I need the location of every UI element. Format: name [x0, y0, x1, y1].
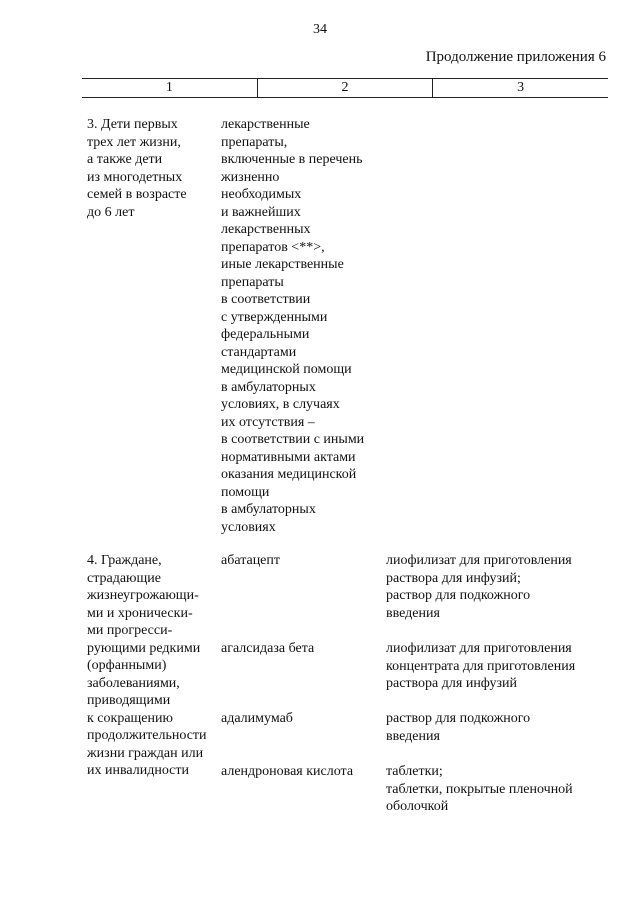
- drug-name-alendronic-acid: алендроновая кислота: [221, 764, 354, 779]
- column-header-1: 1: [82, 79, 257, 98]
- column-header-2: 2: [257, 79, 432, 98]
- appendix-title: Продолжение приложения 6: [425, 49, 606, 65]
- drug-form-abatacept: лиофилизат для приготовления раствора для инфузий; раствор для подкожного введения: [386, 553, 572, 621]
- page-number: 34: [313, 22, 327, 37]
- drug-name-abatacept: абатацепт: [221, 553, 281, 568]
- column-header-row: [82, 79, 608, 98]
- row-4-category: 4. Граждане, страдающие жизнеугрожающи- ми и хронически- ми прогресси- рующими редкими (орфанными) заболеваниями, приводящими к сокращению продолжительности жизни граждан или их инвалидности: [87, 553, 207, 778]
- drug-form-alendronic-acid: таблетки; таблетки, покрытые пленочной оболочкой: [386, 764, 573, 814]
- column-header-table: [82, 78, 608, 98]
- row-3-drugs: лекарственные препараты, включенные в перечень жизненно необходимых и важнейших лекарственных препаратов <**>, иные лекарственные препараты в соответствии с утвержденными федеральными стандартами медицинской помощи в амбулаторных условиях, в случаях их отсутствия – в соответствии с иными нормативными актами оказания медицинской помощи в амбулаторных условиях: [221, 117, 365, 535]
- drug-name-adalimumab: адалимумаб: [221, 711, 293, 726]
- row-3-category: 3. Дети первых трех лет жизни, а также дети из многодетных семей в возрасте до 6 лет: [87, 117, 187, 220]
- drug-form-agalsidase-beta: лиофилизат для приготовления концентрата для приготовления раствора для инфузий: [386, 641, 576, 691]
- drug-name-agalsidase-beta: агалсидаза бета: [221, 641, 315, 656]
- column-header-3: 3: [433, 79, 608, 98]
- drug-form-adalimumab: раствор для подкожного введения: [386, 711, 531, 744]
